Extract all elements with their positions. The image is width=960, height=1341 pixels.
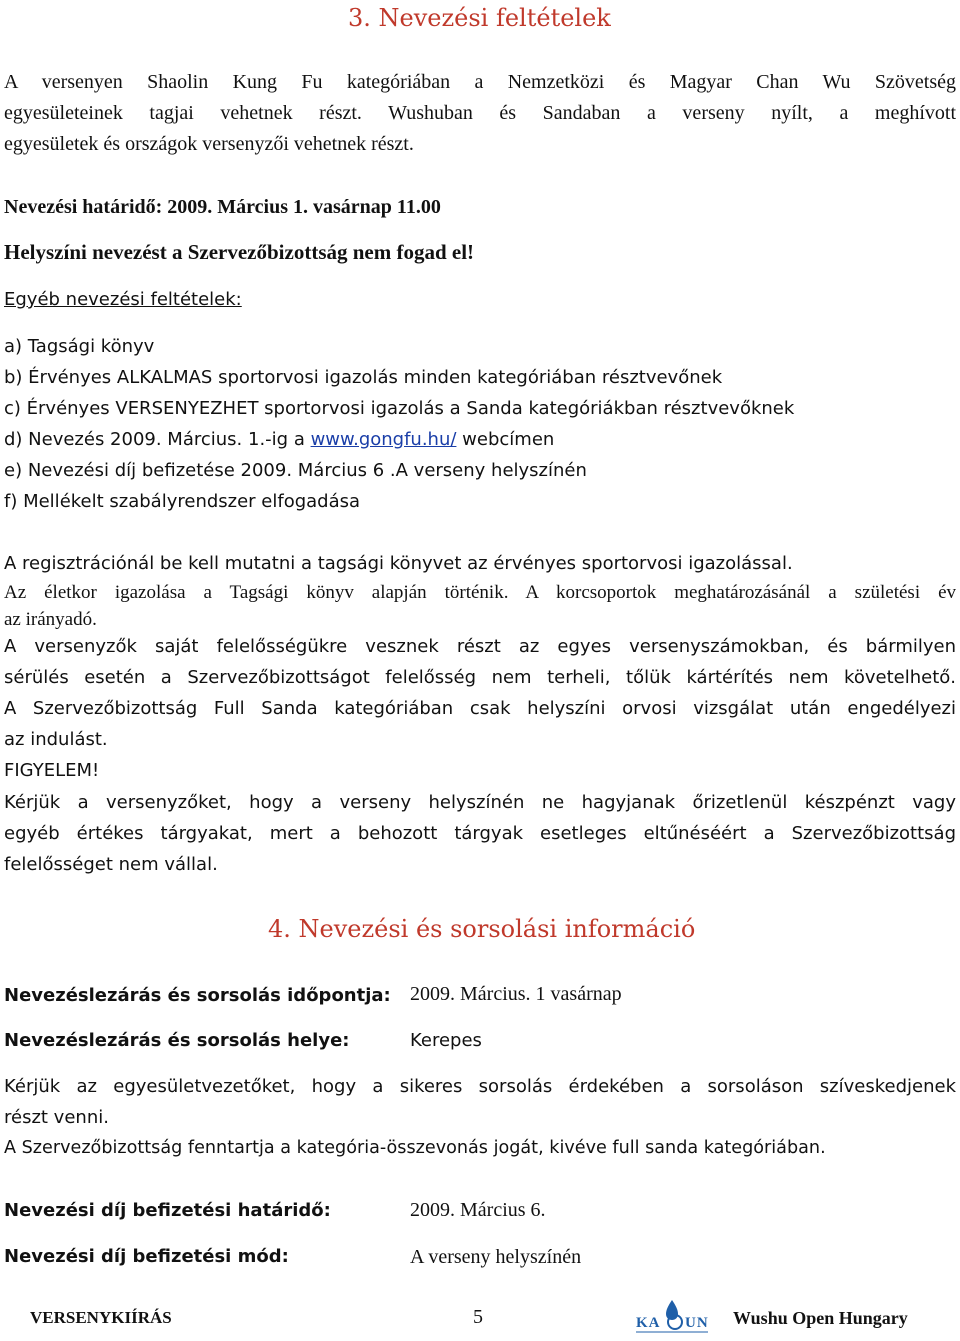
fee-method-value: A verseny helyszínén: [410, 1246, 582, 1268]
intro-line-3: egyesületek és országok versenyzői vehetnek részt.: [4, 133, 414, 155]
warning-label: FIGYELEM!: [4, 760, 100, 781]
gongfu-link[interactable]: www.gongfu.hu/: [310, 429, 457, 450]
svg-text:KA: KA: [636, 1315, 661, 1331]
age-line-2: az irányadó.: [4, 609, 97, 630]
kaqun-logo-icon: [632, 1296, 712, 1336]
footer-right-title: Wushu Open Hungary: [733, 1308, 908, 1328]
svg-text:UN: UN: [685, 1315, 709, 1331]
condition-d-suffix: webcímen: [456, 429, 555, 450]
kaqun-logo: [632, 1296, 712, 1336]
responsibility-line-4: az indulást.: [4, 729, 108, 750]
closing-time-label: Nevezéslezárás és sorsolás időpontja:: [4, 985, 391, 1006]
intro-line-2: egyesületeinek tagjai vehetnek részt. Wushuban és Sandaban a verseny nyílt, a meghívott: [4, 102, 956, 124]
other-conditions-heading: Egyéb nevezési feltételek:: [4, 289, 242, 310]
registration-note: A regisztrációnál be kell mutatni a tagsági könyvet az érvényes sportorvosi igazolással.: [4, 553, 793, 574]
section-4-title: 4. Nevezési és sorsolási információ: [268, 915, 696, 943]
onsite-notice: Helyszíni nevezést a Szervezőbizottság nem fogad el!: [4, 240, 475, 264]
responsibility-line-1: A versenyzők saját felelősségükre vesznek részt az egyes versenyszámokban, és bármilyen: [4, 636, 956, 657]
condition-d-prefix: d) Nevezés 2009. Március. 1.-ig a: [4, 429, 311, 450]
age-line-1: Az életkor igazolása a Tagsági könyv alapján történik. A korcsoportok meghatározásánál a születési év: [4, 582, 956, 603]
request-line-2: részt venni.: [4, 1107, 109, 1128]
condition-a: a) Tagsági könyv: [4, 336, 155, 357]
closing-time-value: 2009. Március. 1 vasárnap: [410, 983, 622, 1005]
rights-note: A Szervezőbizottság fenntartja a kategória-összevonás jogát, kivéve full sanda kategóriában.: [4, 1138, 826, 1158]
footer-page-number: 5: [473, 1306, 483, 1328]
entry-deadline: Nevezési határidő: 2009. Március 1. vasárnap 11.00: [4, 196, 441, 218]
intro-line-1: A versenyen Shaolin Kung Fu kategóriában a Nemzetközi és Magyar Chan Wu Szövetség: [4, 71, 956, 93]
fee-method-label: Nevezési díj befizetési mód:: [4, 1246, 289, 1267]
fee-deadline-label: Nevezési díj befizetési határidő:: [4, 1200, 331, 1221]
condition-b: b) Érvényes ALKALMAS sportorvosi igazolás minden kategóriában résztvevőnek: [4, 367, 723, 388]
condition-c: c) Érvényes VERSENYEZHET sportorvosi igazolás a Sanda kategóriákban résztvevőknek: [4, 398, 795, 419]
fee-deadline-value: 2009. Március 6.: [410, 1199, 546, 1221]
warning-line-1: Kérjük a versenyzőket, hogy a verseny helyszínén ne hagyjanak őrizetlenül készpénzt vagy: [4, 792, 956, 813]
warning-line-2: egyéb értékes tárgyakat, mert a behozott tárgyak esetleges eltűnéséért a Szervezőbizottság: [4, 823, 956, 844]
warning-line-3: felelősséget nem vállal.: [4, 854, 218, 875]
closing-place-label: Nevezéslezárás és sorsolás helye:: [4, 1030, 350, 1051]
condition-d: [4, 429, 554, 450]
responsibility-line-3: A Szervezőbizottság Full Sanda kategóriában csak helyszíni orvosi vizsgálat után engedélyezi: [4, 698, 956, 719]
responsibility-line-2: sérülés esetén a Szervezőbizottságot felelősség nem terheli, tőlük kártérítés nem követelhető.: [4, 667, 956, 688]
closing-place-value: Kerepes: [410, 1030, 482, 1051]
footer-left-title: VERSENYKIÍRÁS: [30, 1308, 172, 1327]
section-3-title: 3. Nevezési feltételek: [348, 4, 611, 32]
condition-e: e) Nevezési díj befizetése 2009. Március 6 .A verseny helyszínén: [4, 460, 587, 481]
request-line-1: Kérjük az egyesületvezetőket, hogy a sikeres sorsolás érdekében a sorsoláson szíveskedjenek: [4, 1076, 956, 1097]
condition-f: f) Mellékelt szabályrendszer elfogadása: [4, 491, 361, 512]
